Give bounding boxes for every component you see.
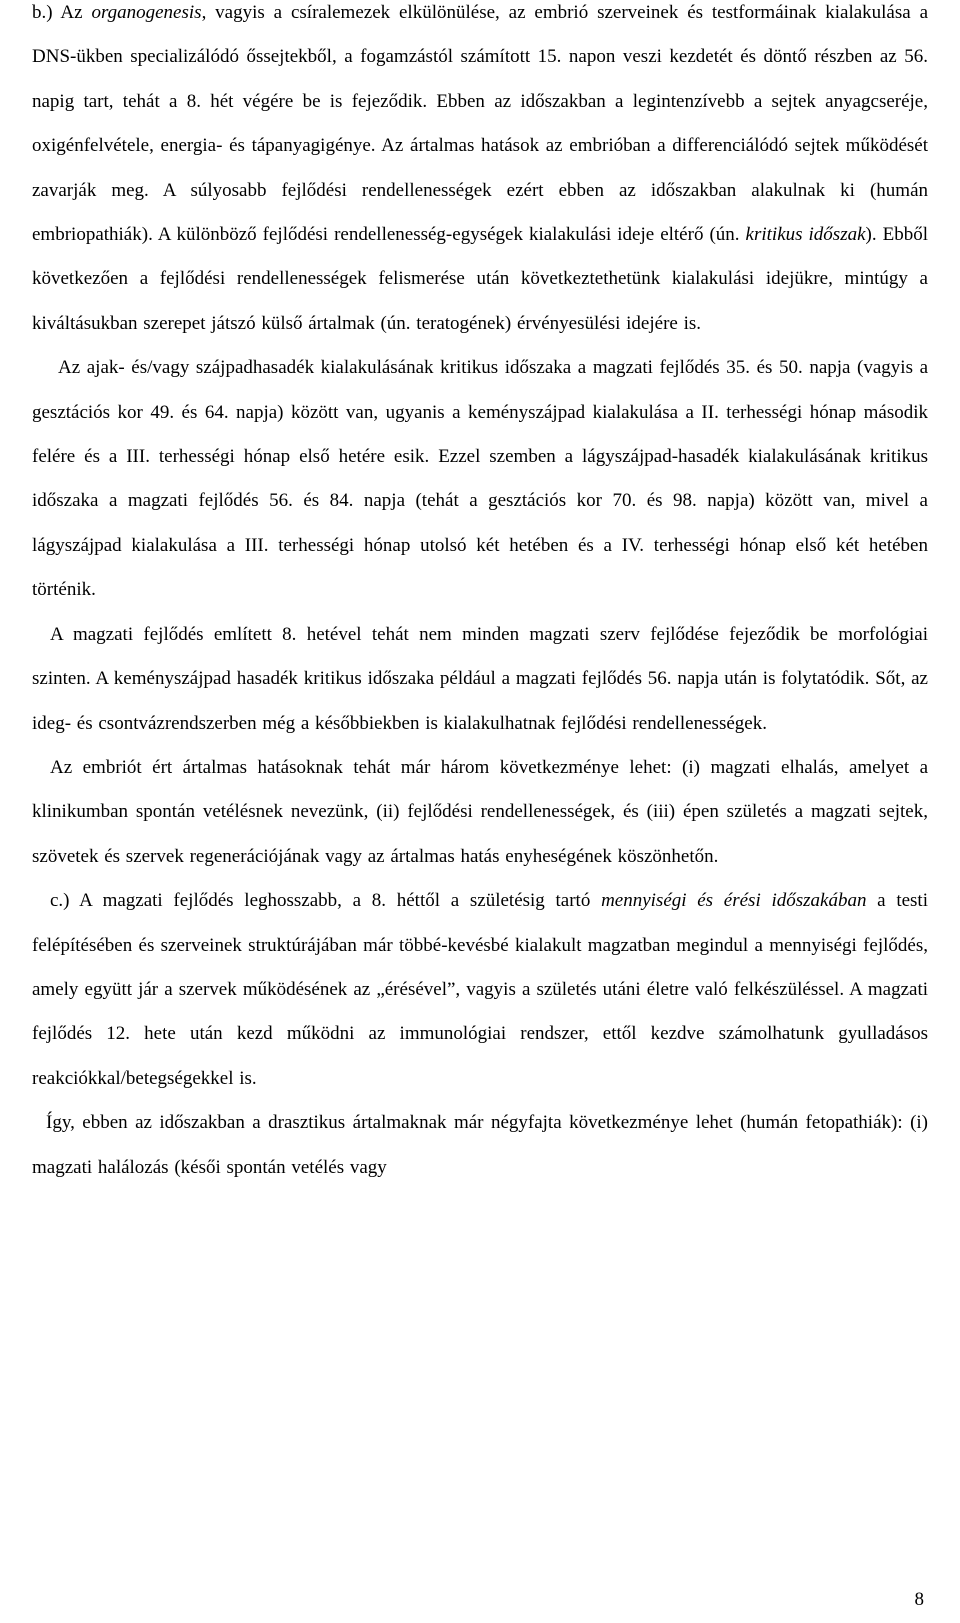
text-segment: ). Ebből következően a fejlődési rendellenességek felismerése után következtethetünk kialakulási idejükre, mintúgy a kiváltásukban szerepet játszó külső ártalmak (ún. teratogének) érvényesülési idejére is. [32, 224, 928, 334]
text-segment: b.) Az [32, 2, 92, 23]
italic-term-kritikus-idoszak: kritikus időszak [745, 224, 866, 246]
paragraph-mennyisegi-es-eresi-idoszak [32, 879, 928, 1101]
italic-term-mennyisegi-es-eresi-idoszak: mennyiségi és érési időszakában [601, 890, 867, 912]
text-segment: Az embriót ért ártalmas hatásoknak tehát már három következménye lehet: (i) magzati elhalás, amelyet a klinikumban spontán vetélésnek nevezünk, (ii) fejlődési rendellenességek, és (iii) épen születés a magzati sejtek, szövetek és szervek regenerációjának vagy az ártalmas hatás enyheségének köszönhetőn. [32, 756, 928, 867]
paragraph-ajak-szajpadhasadek [32, 346, 928, 612]
paragraph-magzati-fejlodes-8-het [32, 613, 928, 746]
text-segment: A magzati fejlődés említett 8. hetével tehát nem minden magzati szerv fejlődése fejeződik be morfológiai szinten. A keményszájpad hasadék kritikus időszaka például a magzati fejlődés 56. napja után is folytatódik. Sőt, az ideg- és csontvázrendszerben még a későbbiekben is kialakulhatnak fejlődési rendellenességek. [32, 623, 928, 734]
paragraph-artalmas-hatasok-kovetkezmenyei [32, 746, 928, 879]
text-segment: Az ajak- és/vagy szájpadhasadék kialakulásának kritikus időszaka a magzati fejlődés 35. és 50. napja (vagyis a gesztációs kor 49. és 64. napja) között van, ugyanis a keményszájpad kialakulása a II. terhességi hónap második felére és a III. terhességi hónap első hetére esik. Ezzel szemben a lágyszájpad-hasadék kialakulásának kritikus időszaka a magzati fejlődés 56. és 84. napja (tehát a gesztációs kor 70. és 98. napja) között van, mivel a lágyszájpad kialakulása a III. terhességi hónap utolsó két hetében és a IV. terhességi hónap első két hetében történik. [32, 357, 928, 601]
page-number: 8 [914, 1589, 924, 1610]
paragraph-organogenesis [32, 0, 928, 346]
text-segment: , vagyis a csíralemezek elkülönülése, az embrió szerveinek és testformáinak kialakulása a DNS-ükben specializálódó őssejtekből, a fogamzástól számított 15. napon veszi kezdetét és döntő részben az 56. napig tart, tehát a 8. hét végére be is fejeződik. Ebben az időszakban a legintenzívebb a sejtek anyagcseréje, oxigénfelvétele, energia- és tápanyagigénye. Az ártalmas hatások az embrióban a differenciálódó sejtek működését zavarják meg. A súlyosabb fejlődési rendellenességek ezért ebben az időszakban alakulnak ki (humán embriopathiák). A különböző fejlődési rendellenesség-egységek kialakulási ideje eltérő (ún. [32, 2, 929, 246]
italic-term-organogenesis: organogenesis [91, 2, 202, 23]
text-segment: Így, ebben az időszakban a drasztikus ártalmaknak már négyfajta következménye lehet (humán fetopathiák): (i) magzati halálozás (késői spontán vetélés vagy [32, 1112, 928, 1178]
text-segment: a testi felépítésében és szerveinek struktúrájában már többé-kevésbé kialakult magzatban megindul a mennyiségi fejlődés, amely együtt jár a szervek működésének az „érésével”, vagyis a születés utáni életre való felkészüléssel. A magzati fejlődés 12. hete után kezd működni az immunológiai rendszer, ettől kezdve számolhatunk gyulladásos reakciókkal/betegségekkel is. [32, 890, 928, 1089]
paragraph-humán-fetopathiak [32, 1101, 928, 1190]
text-segment: c.) A magzati fejlődés leghosszabb, a 8. héttől a születésig tartó [50, 890, 602, 912]
